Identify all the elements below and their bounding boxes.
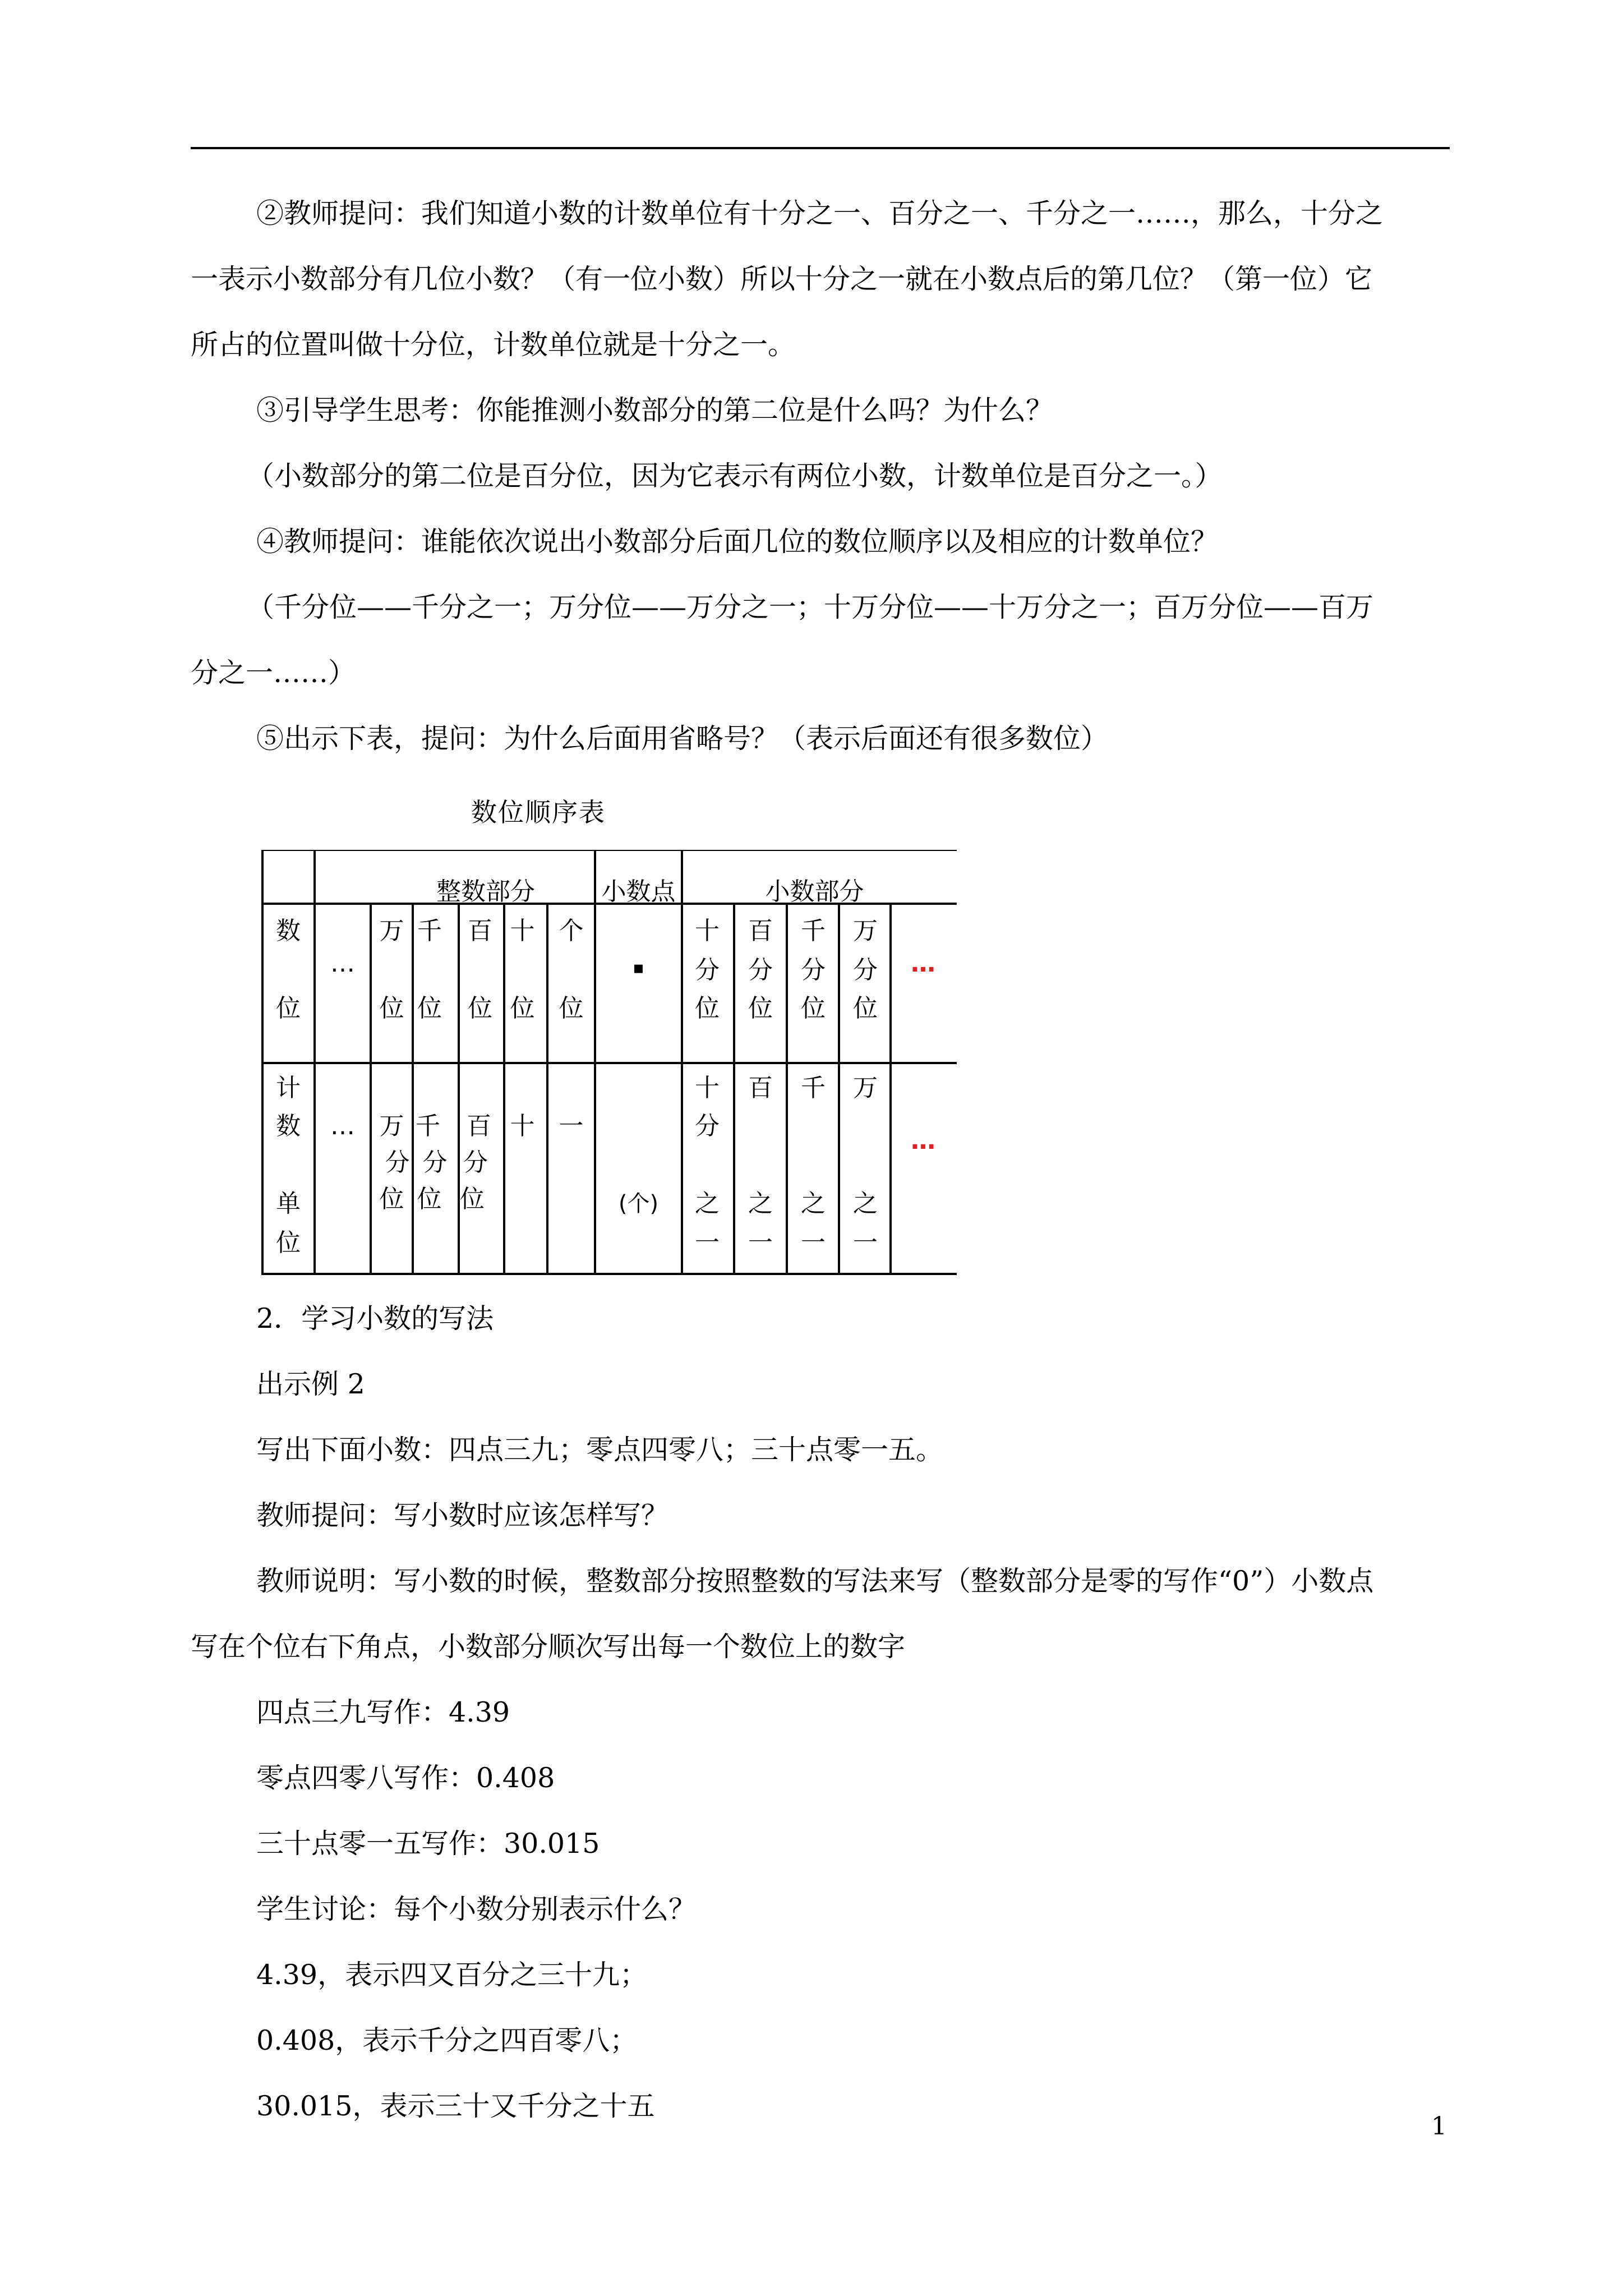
row1-d1-a: 十 [695,917,720,945]
row1-label-top: 数 [276,917,301,945]
student-discussion: 学生讨论：每个小数分别表示什么？ [256,1893,697,1925]
row1-ge-top: 个 [559,917,584,945]
row2-d3-1: 千 [801,1074,826,1102]
example-label: 出示例 2 [256,1368,365,1400]
row1-d4-b: 分 [853,956,878,984]
row1-d4-a: 万 [853,917,878,945]
row1-d1-c: 位 [695,994,720,1023]
row2-more-ellipsis: … [911,1126,935,1155]
section-2-heading: 2．学习小数的写法 [256,1303,494,1335]
row2-ge: 一 [559,1112,584,1140]
row2-wan-1: 万 [379,1112,404,1140]
row2-qian-1: 千 [416,1112,440,1140]
row1-bai-top: 百 [468,917,492,945]
row2-d3-3: 之 [801,1189,826,1218]
row2-d3-4: 一 [801,1228,826,1257]
row1-wan-bottom: 位 [379,994,404,1023]
row2-d4-3: 之 [853,1189,878,1218]
row2-qian-3: 位 [417,1185,442,1213]
row2-shi: 十 [510,1112,535,1140]
row2-point-unit: (个) [618,1191,659,1217]
row2-qian-2: 分 [422,1148,448,1177]
row2-d1-4: 一 [695,1228,720,1257]
teacher-explain-line-2: 写在个位右下角点，小数部分顺次写出每一个数位上的数字 [191,1631,906,1663]
row1-ellipsis: … [330,949,355,978]
row1-wan-top: 万 [379,917,404,945]
header-integer-part: 整数部分 [436,877,535,906]
row1-qian-top: 千 [417,917,442,945]
row1-shi-top: 十 [510,917,535,945]
row1-d2-a: 百 [748,917,773,945]
header-decimal-part: 小数部分 [765,877,864,906]
row2-label-4: 位 [276,1228,301,1257]
paragraph-4: ④教师提问：谁能依次说出小数部分后面几位的数位顺序以及相应的计数单位？ [256,526,1219,558]
row1-d4-c: 位 [853,994,878,1023]
row2-wan-3: 位 [379,1185,404,1213]
teacher-question: 教师提问：写小数时应该怎样写？ [256,1499,669,1531]
meaning-1: 4.39，表示四又百分之三十九； [256,1959,648,1991]
header-decimal-point: 小数点 [601,877,676,906]
row2-bai-3: 位 [460,1185,485,1213]
row1-d3-b: 分 [801,956,826,984]
row2-wan-2: 分 [385,1148,410,1177]
paragraph-3: ③引导学生思考：你能推测小数部分的第二位是什么吗？为什么？ [256,394,1054,426]
task-text: 写出下面小数：四点三九；零点四零八；三十点零一五。 [256,1434,944,1466]
row2-d1-1: 十 [695,1074,720,1102]
row1-shi-bottom: 位 [510,994,535,1023]
meaning-2: 0.408，表示千分之四百零八； [256,2024,638,2056]
teacher-explain-line-1: 教师说明：写小数的时候，整数部分按照整数的写法来写（整数部分是零的写作“0”）小数点 [256,1565,1374,1597]
row1-d1-b: 分 [695,956,720,984]
row2-d4-4: 一 [853,1228,878,1257]
row2-ellipsis: … [330,1112,355,1140]
page-number: 1 [1431,2112,1447,2141]
row1-ge-bottom: 位 [559,994,584,1023]
row2-bai-2: 分 [463,1148,488,1177]
row1-bai-bottom: 位 [468,994,492,1023]
table-title: 数位顺序表 [471,797,606,827]
row2-d1-3: 之 [695,1189,720,1218]
row1-label-bottom: 位 [276,994,301,1023]
paragraph-5: ⑤出示下表，提问：为什么后面用省略号？（表示后面还有很多数位） [256,723,1109,754]
row2-d2-1: 百 [748,1074,773,1102]
row2-label-1: 计 [276,1074,301,1102]
row2-label-2: 数 [276,1112,301,1140]
row2-d2-4: 一 [748,1228,773,1257]
row1-d3-c: 位 [801,994,826,1023]
paragraph-2-line-1: ②教师提问：我们知道小数的计数单位有十分之一、百分之一、千分之一……，那么，十分之 [256,197,1384,229]
row2-label-3: 单 [276,1189,301,1218]
row2-d2-3: 之 [748,1189,773,1218]
written-form-1: 四点三九写作：4.39 [256,1696,510,1728]
place-value-table [261,850,957,1276]
paragraph-3-answer: （小数部分的第二位是百分位，因为它表示有两位小数，计数单位是百分之一。） [247,460,1223,492]
paragraph-2-line-2: 一表示小数部分有几位小数？（有一位小数）所以十分之一就在小数点后的第几位？（第一位）它 [191,263,1373,295]
paragraph-4-answer-line-1: （千分位——千分之一；万分位——万分之一；十万分位——十万分之一；百万分位——百万 [247,591,1374,623]
row2-bai-1: 百 [467,1112,491,1140]
paragraph-2-line-3: 所占的位置叫做十分位，计数单位就是十分之一。 [191,329,796,361]
written-form-3: 三十点零一五写作：30.015 [256,1828,600,1860]
header-rule [191,147,1450,149]
row1-d3-a: 千 [801,917,826,945]
row1-more-ellipsis: … [911,949,935,978]
meaning-3: 30.015，表示三十又千分之十五 [256,2090,655,2122]
row2-d1-2: 分 [695,1112,720,1140]
row1-d2-c: 位 [748,994,773,1023]
paragraph-4-answer-line-2: 分之一……） [191,657,356,689]
row1-qian-bottom: 位 [417,994,442,1023]
written-form-2: 零点四零八写作：0.408 [256,1762,555,1794]
row1-point: ▪ [633,958,644,978]
row2-d4-1: 万 [853,1074,878,1102]
row1-d2-b: 分 [748,956,773,984]
